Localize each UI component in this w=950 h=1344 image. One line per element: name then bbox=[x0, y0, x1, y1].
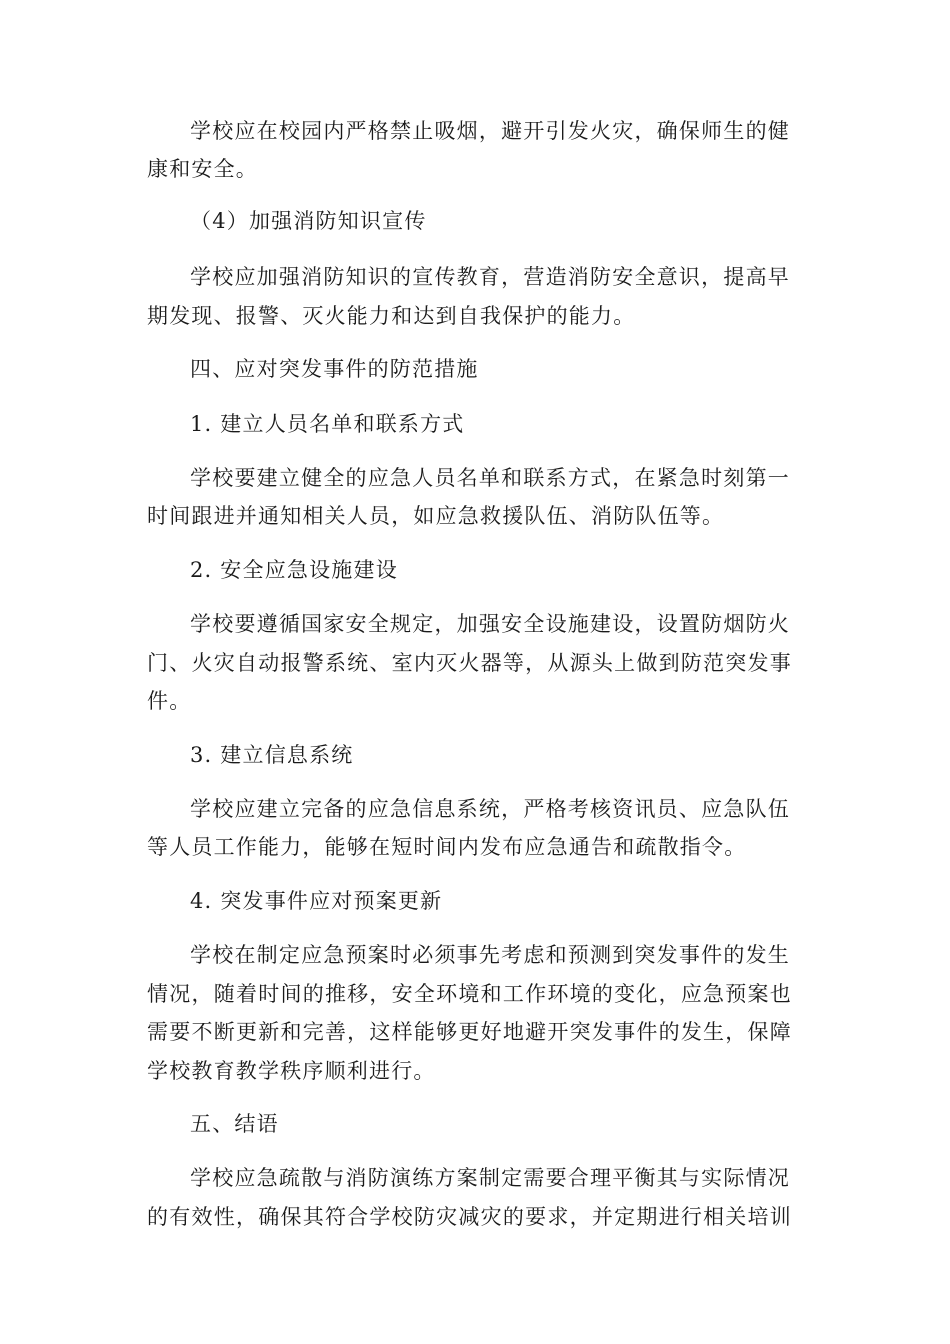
section-heading: 五、结语 bbox=[190, 1112, 279, 1136]
subsection-heading: 2. 安全应急设施建设 bbox=[190, 558, 398, 582]
paragraph-line: 学校应建立完备的应急信息系统，严格考核资讯员、应急队伍 bbox=[190, 797, 790, 821]
paragraph-line: 学校要建立健全的应急人员名单和联系方式，在紧急时刻第一 bbox=[190, 466, 790, 490]
paragraph-line: 等人员工作能力，能够在短时间内发布应急通告和疏散指令。 bbox=[147, 835, 747, 859]
section-heading: 四、应对突发事件的防范措施 bbox=[190, 357, 479, 381]
paragraph-line: 情况，随着时间的推移，安全环境和工作环境的变化，应急预案也 bbox=[147, 982, 792, 1006]
paragraph-line: 件。 bbox=[147, 689, 192, 713]
paragraph-line: 学校应在校园内严格禁止吸烟，避开引发火灾，确保师生的健 bbox=[190, 119, 790, 143]
paragraph-line: 康和安全。 bbox=[147, 157, 258, 181]
paragraph-line: 学校要遵循国家安全规定，加强安全设施建设，设置防烟防火 bbox=[190, 612, 790, 636]
paragraph-line: 时间跟进并通知相关人员，如应急救援队伍、消防队伍等。 bbox=[147, 504, 725, 528]
paragraph-line: 学校在制定应急预案时必须事先考虑和预测到突发事件的发生 bbox=[190, 943, 790, 967]
subsection-heading: 3. 建立信息系统 bbox=[190, 743, 354, 767]
paragraph-line: 需要不断更新和完善，这样能够更好地避开突发事件的发生，保障 bbox=[147, 1020, 792, 1044]
paragraph-line: 学校应急疏散与消防演练方案制定需要合理平衡其与实际情况 bbox=[190, 1166, 790, 1190]
paragraph-line: 门、火灾自动报警系统、室内灭火器等，从源头上做到防范突发事 bbox=[147, 651, 792, 675]
paragraph-line: 期发现、报警、灭火能力和达到自我保护的能力。 bbox=[147, 304, 636, 328]
subsection-heading: 4. 突发事件应对预案更新 bbox=[190, 889, 443, 913]
paragraph-line: 学校教育教学秩序顺利进行。 bbox=[147, 1059, 436, 1083]
paragraph-line: 的有效性，确保其符合学校防灾减灾的要求，并定期进行相关培训 bbox=[147, 1205, 792, 1229]
subsection-heading: 1. 建立人员名单和联系方式 bbox=[190, 412, 465, 436]
paragraph-line: 学校应加强消防知识的宣传教育，营造消防安全意识，提高早 bbox=[190, 265, 790, 289]
section-heading: （4）加强消防知识宣传 bbox=[190, 209, 427, 233]
